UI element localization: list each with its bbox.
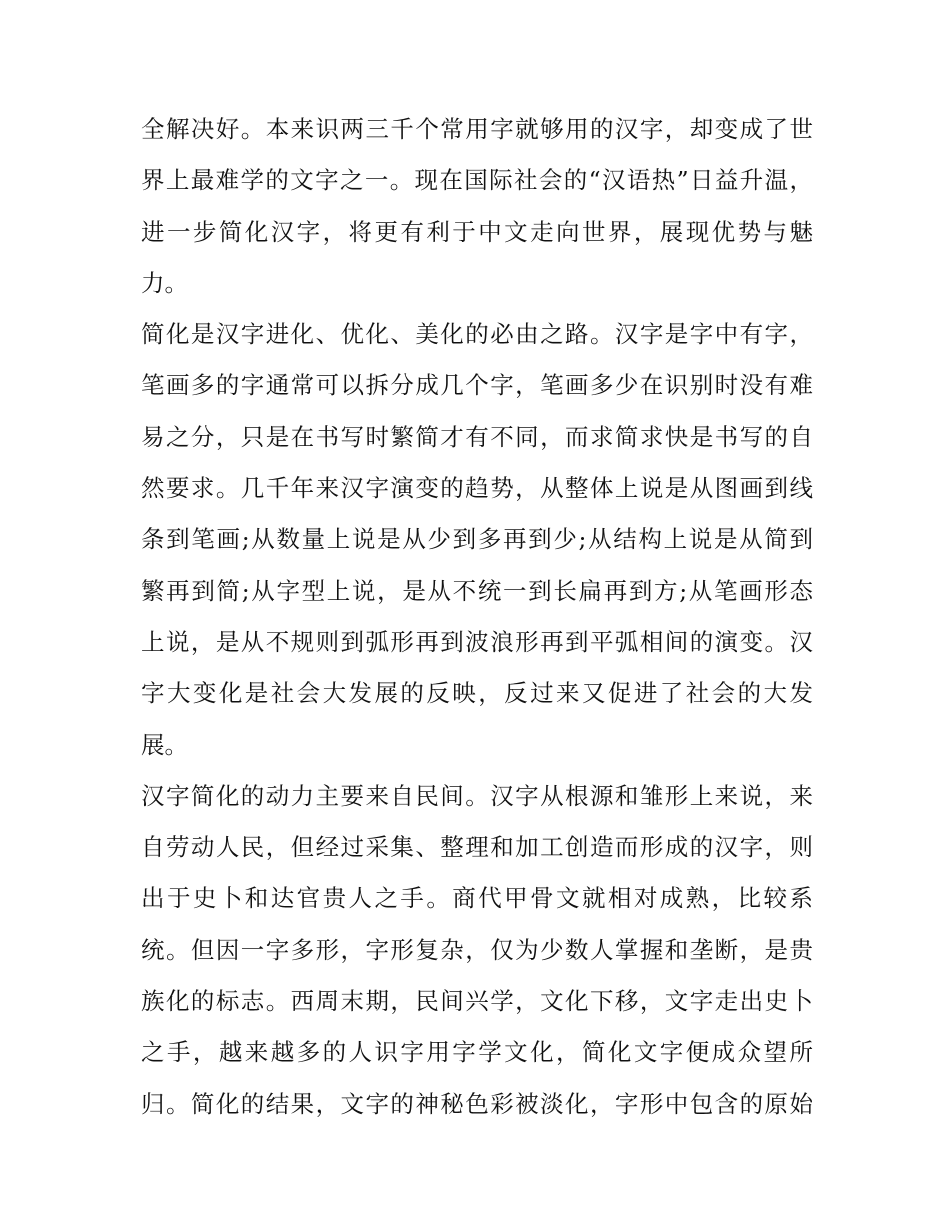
text-line: 展。 xyxy=(141,730,188,759)
text-line: 归。简化的结果，文字的神秘色彩被淡化，字形中包含的原始 xyxy=(141,1089,813,1118)
text-line: 统。但因一字多形，字形复杂，仅为少数人掌握和垄断，是贵 xyxy=(141,935,813,964)
text-line: 族化的标志。西周末期，民间兴学，文化下移，文字走出史卜 xyxy=(141,987,813,1016)
text-line: 易之分，只是在书写时繁简才有不同，而求简求快是书写的自 xyxy=(141,422,813,451)
text-line: 界上最难学的文字之一。现在国际社会的“汉语热”日益升温， xyxy=(141,166,813,195)
text-line: 汉字简化的动力主要来自民间。汉字从根源和雏形上来说，来 xyxy=(141,781,813,810)
text-line: 之手，越来越多的人识字用字学文化，简化文字便成众望所 xyxy=(141,1038,813,1067)
text-line: 然要求。几千年来汉字演变的趋势，从整体上说是从图画到线 xyxy=(141,474,813,503)
text-line: 条到笔画;从数量上说是从少到多再到少;从结构上说是从简到 xyxy=(141,525,813,554)
text-line: 笔画多的字通常可以拆分成几个字，笔画多少在识别时没有难 xyxy=(141,371,813,400)
text-line: 力。 xyxy=(141,268,188,297)
text-line: 进一步简化汉字，将更有利于中文走向世界，展现优势与魅 xyxy=(141,217,813,246)
text-line: 全解决好。本来识两三千个常用字就够用的汉字，却变成了世 xyxy=(141,115,813,143)
text-line: 繁再到简;从字型上说，是从不统一到长扁再到方;从笔画形态 xyxy=(141,576,813,605)
body-text xyxy=(141,104,813,1130)
text-line: 上说，是从不规则到弧形再到波浪形再到平弧相间的演变。汉 xyxy=(141,627,813,656)
text-line: 简化是汉字进化、优化、美化的必由之路。汉字是字中有字， xyxy=(141,320,813,349)
text-line: 出于史卜和达官贵人之手。商代甲骨文就相对成熟，比较系 xyxy=(141,884,813,913)
text-line: 自劳动人民，但经过采集、整理和加工创造而形成的汉字，则 xyxy=(141,833,813,862)
text-line: 字大变化是社会大发展的反映，反过来又促进了社会的大发 xyxy=(141,679,813,708)
